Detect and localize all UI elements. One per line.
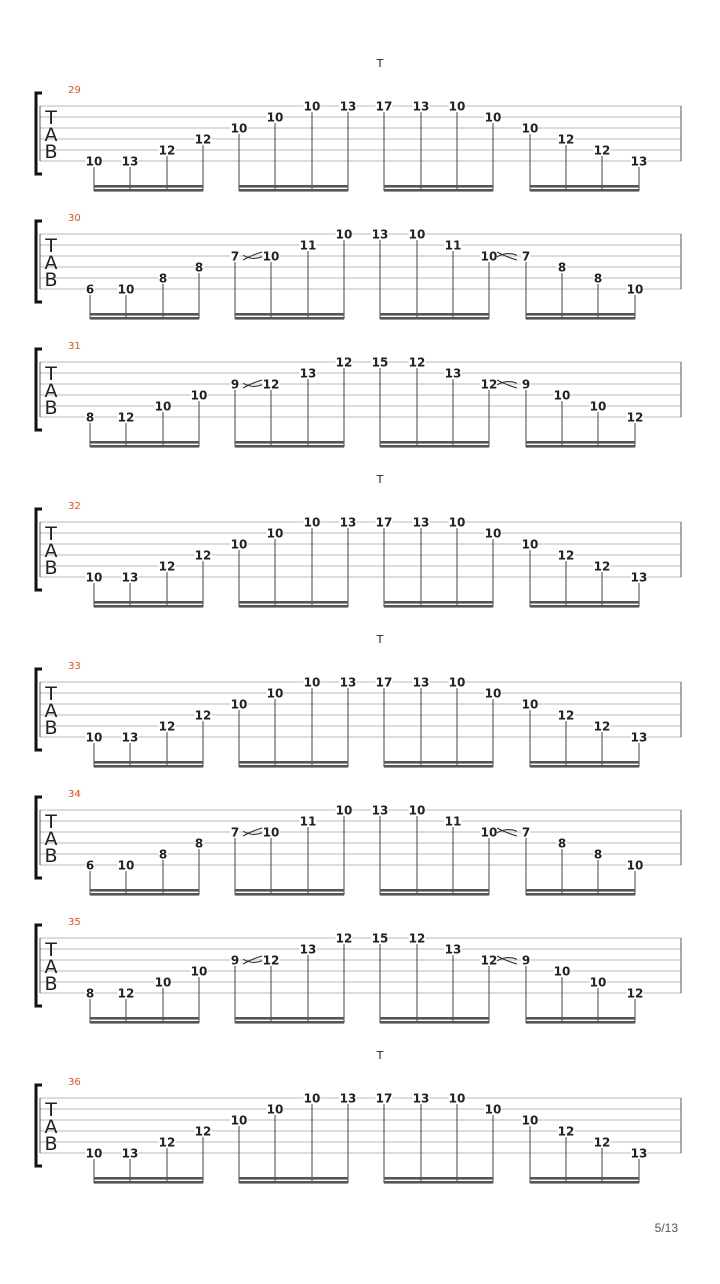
fret-number: 10 (85, 570, 103, 585)
fret-number: 10 (154, 975, 172, 990)
beam (239, 189, 348, 192)
fret-number: 10 (154, 399, 172, 414)
fret-number: 9 (230, 953, 240, 968)
fret-number: 10 (230, 1113, 248, 1128)
beam (90, 1017, 199, 1020)
tab-clef-letter: A (44, 828, 58, 850)
fret-number: 10 (262, 825, 280, 840)
measure-number: 30 (68, 213, 81, 224)
measure-number: 34 (68, 789, 81, 800)
fret-number: 10 (484, 110, 502, 125)
system-bracket (36, 1085, 42, 1166)
fret-number: 10 (521, 1113, 539, 1128)
fret-number: 13 (412, 675, 430, 690)
measure-number: 36 (68, 1077, 81, 1088)
fret-number: 10 (484, 526, 502, 541)
fret-number: 12 (626, 986, 644, 1001)
beam (526, 445, 635, 448)
measure-number: 29 (68, 85, 81, 96)
beam (239, 1181, 348, 1184)
fret-number: 12 (194, 548, 212, 563)
beam (90, 445, 199, 448)
system-bracket (36, 925, 42, 1006)
system-bracket (36, 669, 42, 750)
fret-number: 12 (194, 132, 212, 147)
section-marker: T (376, 1049, 384, 1062)
beam (384, 185, 493, 188)
beam (235, 889, 344, 892)
beam (380, 441, 489, 444)
fret-number: 10 (303, 99, 321, 114)
beam (90, 441, 199, 444)
system-bracket (36, 509, 42, 590)
fret-number: 12 (158, 143, 176, 158)
fret-number: 11 (444, 814, 462, 829)
fret-number: 10 (266, 686, 284, 701)
beam (235, 317, 344, 320)
beam (530, 185, 639, 188)
tab-clef-letter: B (44, 717, 58, 739)
beam (526, 1021, 635, 1024)
fret-number: 12 (262, 377, 280, 392)
beam (90, 317, 199, 320)
fret-number: 13 (412, 1091, 430, 1106)
beam (380, 889, 489, 892)
fret-number: 10 (480, 249, 498, 264)
beam (94, 605, 203, 608)
measure-number: 31 (68, 341, 81, 352)
beam (239, 1177, 348, 1180)
fret-number: 10 (266, 526, 284, 541)
beam (235, 1017, 344, 1020)
tab-system (36, 633, 681, 768)
fret-number: 11 (299, 814, 317, 829)
fret-number: 13 (121, 154, 139, 169)
fret-number: 10 (303, 515, 321, 530)
beam (90, 889, 199, 892)
fret-number: 12 (194, 708, 212, 723)
fret-number: 10 (553, 964, 571, 979)
beam (530, 1181, 639, 1184)
fret-number: 13 (339, 675, 357, 690)
fret-number: 13 (371, 803, 389, 818)
fret-number: 8 (593, 271, 603, 286)
tab-clef-letter: B (44, 141, 58, 163)
fret-number: 13 (630, 730, 648, 745)
fret-number: 10 (85, 730, 103, 745)
beam (526, 317, 635, 320)
tab-clef-letter: T (45, 683, 57, 705)
fret-number: 10 (521, 121, 539, 136)
tab-clef-letter: B (44, 973, 58, 995)
fret-number: 8 (158, 271, 168, 286)
tab-clef-letter: T (45, 939, 57, 961)
beam (526, 893, 635, 896)
tab-clef-letter: A (44, 700, 58, 722)
beam (526, 889, 635, 892)
system-bracket (36, 93, 42, 174)
fret-number: 12 (158, 719, 176, 734)
tab-clef-letter: T (45, 811, 57, 833)
fret-number: 12 (557, 708, 575, 723)
fret-number: 10 (230, 537, 248, 552)
fret-number: 12 (158, 1135, 176, 1150)
beam (239, 765, 348, 768)
beam (239, 605, 348, 608)
tab-clef-letter: A (44, 124, 58, 146)
tab-clef-letter: B (44, 269, 58, 291)
fret-number: 12 (408, 931, 426, 946)
fret-number: 11 (444, 238, 462, 253)
fret-number: 10 (626, 282, 644, 297)
fret-number: 9 (521, 953, 531, 968)
fret-number: 10 (190, 388, 208, 403)
fret-number: 10 (448, 675, 466, 690)
fret-number: 10 (117, 282, 135, 297)
fret-number: 10 (553, 388, 571, 403)
tab-system (36, 917, 681, 1024)
fret-number: 10 (626, 858, 644, 873)
fret-number: 13 (339, 515, 357, 530)
beam (235, 893, 344, 896)
tab-clef-letter: T (45, 1099, 57, 1121)
beam (94, 761, 203, 764)
fret-number: 13 (630, 1146, 648, 1161)
fret-number: 13 (299, 942, 317, 957)
fret-number: 8 (85, 410, 95, 425)
system-bracket (36, 349, 42, 430)
beam (384, 1177, 493, 1180)
fret-number: 12 (408, 355, 426, 370)
fret-number: 15 (371, 931, 389, 946)
fret-number: 13 (630, 154, 648, 169)
tab-clef-letter: T (45, 523, 57, 545)
beam (530, 761, 639, 764)
tab-clef-letter: T (45, 235, 57, 257)
fret-number: 15 (371, 355, 389, 370)
beam (90, 313, 199, 316)
fret-number: 12 (117, 986, 135, 1001)
beam (94, 189, 203, 192)
beam (94, 765, 203, 768)
fret-number: 8 (158, 847, 168, 862)
fret-number: 12 (335, 931, 353, 946)
fret-number: 12 (158, 559, 176, 574)
beam (526, 313, 635, 316)
tab-system (36, 341, 681, 448)
fret-number: 12 (557, 132, 575, 147)
fret-number: 7 (230, 825, 240, 840)
measure-number: 35 (68, 917, 81, 928)
fret-number: 10 (448, 1091, 466, 1106)
fret-number: 10 (521, 697, 539, 712)
beam (235, 1021, 344, 1024)
beam (380, 1021, 489, 1024)
fret-number: 10 (589, 399, 607, 414)
tab-clef-letter: T (45, 363, 57, 385)
beam (380, 317, 489, 320)
beam (384, 605, 493, 608)
beam (94, 1177, 203, 1180)
fret-number: 13 (444, 366, 462, 381)
fret-number: 17 (375, 675, 393, 690)
beam (384, 761, 493, 764)
fret-number: 10 (408, 227, 426, 242)
fret-number: 10 (303, 675, 321, 690)
tab-system (36, 789, 681, 896)
tab-system (36, 1049, 681, 1184)
fret-number: 13 (412, 515, 430, 530)
fret-number: 12 (194, 1124, 212, 1139)
page-number: 5/13 (654, 1221, 678, 1235)
fret-number: 8 (194, 260, 204, 275)
beam (94, 1181, 203, 1184)
fret-number: 6 (85, 282, 95, 297)
beam (530, 765, 639, 768)
fret-number: 13 (121, 1146, 139, 1161)
measure-number: 33 (68, 661, 81, 672)
fret-number: 13 (444, 942, 462, 957)
fret-number: 6 (85, 858, 95, 873)
fret-number: 10 (262, 249, 280, 264)
beam (384, 765, 493, 768)
fret-number: 9 (521, 377, 531, 392)
fret-number: 7 (230, 249, 240, 264)
beam (94, 601, 203, 604)
fret-number: 12 (335, 355, 353, 370)
beam (239, 185, 348, 188)
system-bracket (36, 797, 42, 878)
fret-number: 10 (117, 858, 135, 873)
fret-number: 10 (484, 1102, 502, 1117)
fret-number: 10 (85, 154, 103, 169)
beam (530, 605, 639, 608)
fret-number: 13 (339, 1091, 357, 1106)
fret-number: 10 (408, 803, 426, 818)
fret-number: 10 (589, 975, 607, 990)
fret-number: 10 (448, 99, 466, 114)
fret-number: 10 (521, 537, 539, 552)
tab-clef-letter: B (44, 397, 58, 419)
beam (530, 601, 639, 604)
fret-number: 10 (230, 121, 248, 136)
tab-clef-letter: A (44, 1116, 58, 1138)
fret-number: 12 (262, 953, 280, 968)
fret-number: 13 (412, 99, 430, 114)
tab-system (36, 473, 681, 608)
tab-clef-letter: B (44, 845, 58, 867)
fret-number: 10 (266, 1102, 284, 1117)
fret-number: 12 (626, 410, 644, 425)
fret-number: 10 (335, 803, 353, 818)
tab-system (36, 57, 681, 192)
tab-system (36, 213, 681, 320)
fret-number: 10 (335, 227, 353, 242)
fret-number: 13 (339, 99, 357, 114)
fret-number: 10 (303, 1091, 321, 1106)
beam (530, 189, 639, 192)
fret-number: 12 (557, 548, 575, 563)
fret-number: 8 (85, 986, 95, 1001)
beam (380, 445, 489, 448)
fret-number: 10 (85, 1146, 103, 1161)
fret-number: 9 (230, 377, 240, 392)
fret-number: 10 (484, 686, 502, 701)
fret-number: 17 (375, 1091, 393, 1106)
beam (530, 1177, 639, 1180)
fret-number: 8 (557, 836, 567, 851)
fret-number: 12 (593, 559, 611, 574)
beam (235, 445, 344, 448)
fret-number: 13 (371, 227, 389, 242)
tab-clef-letter: A (44, 540, 58, 562)
fret-number: 12 (480, 377, 498, 392)
section-marker: T (376, 473, 384, 486)
fret-number: 13 (299, 366, 317, 381)
section-marker: T (376, 633, 384, 646)
beam (235, 441, 344, 444)
beam (526, 441, 635, 444)
beam (380, 313, 489, 316)
fret-number: 12 (117, 410, 135, 425)
fret-number: 12 (480, 953, 498, 968)
beam (94, 185, 203, 188)
fret-number: 17 (375, 99, 393, 114)
fret-number: 12 (557, 1124, 575, 1139)
beam (380, 1017, 489, 1020)
beam (239, 761, 348, 764)
beam (384, 601, 493, 604)
fret-number: 8 (593, 847, 603, 862)
system-bracket (36, 221, 42, 302)
fret-number: 8 (194, 836, 204, 851)
tab-clef-letter: B (44, 1133, 58, 1155)
fret-number: 10 (480, 825, 498, 840)
fret-number: 10 (190, 964, 208, 979)
fret-number: 13 (121, 730, 139, 745)
fret-number: 10 (230, 697, 248, 712)
fret-number: 12 (593, 143, 611, 158)
measure-number: 32 (68, 501, 81, 512)
beam (235, 313, 344, 316)
fret-number: 7 (521, 249, 531, 264)
beam (384, 1181, 493, 1184)
beam (90, 893, 199, 896)
fret-number: 11 (299, 238, 317, 253)
tab-clef-letter: A (44, 956, 58, 978)
tab-clef-letter: A (44, 380, 58, 402)
beam (380, 893, 489, 896)
beam (239, 601, 348, 604)
tab-clef-letter: T (45, 107, 57, 129)
fret-number: 12 (593, 1135, 611, 1150)
fret-number: 10 (448, 515, 466, 530)
fret-number: 7 (521, 825, 531, 840)
beam (526, 1017, 635, 1020)
beam (90, 1021, 199, 1024)
fret-number: 12 (593, 719, 611, 734)
section-marker: T (376, 57, 384, 70)
fret-number: 13 (630, 570, 648, 585)
tab-clef-letter: A (44, 252, 58, 274)
fret-number: 13 (121, 570, 139, 585)
beam (384, 189, 493, 192)
fret-number: 17 (375, 515, 393, 530)
tab-clef-letter: B (44, 557, 58, 579)
fret-number: 8 (557, 260, 567, 275)
fret-number: 10 (266, 110, 284, 125)
